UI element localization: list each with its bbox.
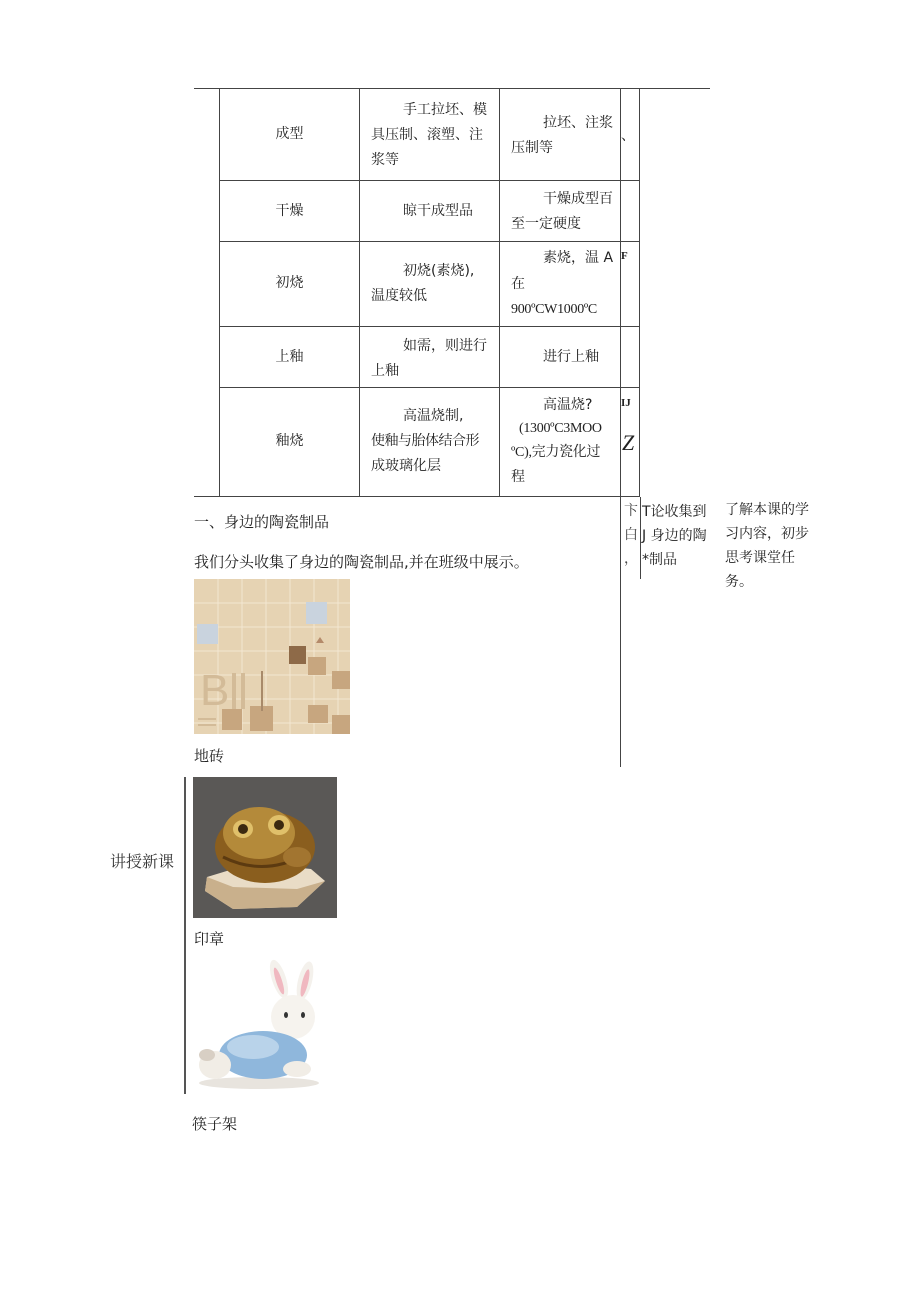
table-row-divider	[219, 387, 639, 388]
text-line: ，	[624, 552, 638, 567]
step-cell: 成型	[275, 126, 304, 142]
stage-label: 讲授新课	[110, 852, 175, 871]
item-caption: 筷子架	[192, 1115, 238, 1133]
manual-cell	[371, 334, 497, 384]
industrial-cell	[511, 345, 621, 370]
text-line: 晾干成型品	[403, 203, 473, 219]
text-line: 干燥成型百	[543, 191, 613, 207]
floor-tile-image	[194, 579, 350, 734]
text-line: T论收集到	[642, 504, 707, 520]
student-activity-text	[642, 500, 718, 572]
text-line: 浆等	[371, 152, 399, 168]
step-cell: 釉烧	[275, 433, 304, 449]
text-line: 高温烧?	[543, 397, 593, 413]
text-line: 务。	[725, 574, 753, 590]
text-line: 素烧，温 A	[543, 250, 614, 266]
text-line: 进行上釉	[543, 349, 599, 365]
table-col-border	[639, 88, 640, 497]
margin-mark: IJ	[621, 397, 631, 409]
fragment-text	[624, 500, 638, 572]
table-col-border	[359, 88, 360, 497]
table-col-border	[640, 497, 641, 579]
step-cell: 初烧	[275, 275, 304, 291]
table-col-border	[499, 88, 500, 497]
manual-cell	[371, 199, 497, 224]
text-line: J 身边的陶	[642, 528, 707, 544]
text-line: 初烧(素烧),	[403, 263, 475, 279]
margin-mark: F	[621, 250, 628, 262]
text-line: 了解本课的学	[725, 502, 809, 518]
item-caption: 地砖	[194, 747, 225, 765]
text-line: 在	[511, 276, 525, 292]
section-heading: 一、身边的陶瓷制品	[194, 513, 330, 531]
text-line: 使釉与胎体结合形	[371, 433, 479, 449]
svg-text:B: B	[200, 666, 230, 715]
stage-divider	[184, 777, 186, 1094]
manual-cell	[371, 98, 497, 173]
manual-cell	[371, 259, 497, 309]
text-line: 至一定硬度	[511, 216, 581, 232]
text-line: 900ºCW1000ºC	[511, 302, 597, 317]
text-line: 高温烧制,	[403, 408, 464, 424]
table-bottom-border	[194, 496, 639, 497]
text-line: (1300ºC3MOO	[519, 421, 602, 436]
text-line: 白	[624, 528, 638, 543]
text-line: *制品	[642, 552, 677, 568]
item-caption: 印章	[194, 930, 225, 948]
design-intent-text	[725, 498, 820, 594]
text-line: 手工拉坯、模	[403, 102, 487, 118]
chopstick-rest-image	[193, 959, 325, 1093]
text-line: 成玻璃化层	[371, 458, 441, 474]
table-top-border	[194, 88, 710, 89]
industrial-cell	[511, 187, 621, 237]
text-line: 卞	[624, 504, 638, 519]
step-cell: 上釉	[275, 349, 304, 365]
industrial-cell	[511, 393, 623, 489]
text-line: 程	[511, 469, 525, 485]
text-line: ºC),完力瓷化过	[511, 445, 601, 460]
industrial-cell	[511, 111, 621, 161]
table-row-divider	[219, 180, 639, 181]
seal-image	[193, 777, 337, 918]
text-line: 拉坯、注浆	[543, 115, 613, 131]
margin-mark: 、	[621, 128, 635, 144]
text-line: 具压制、滚塑、注	[371, 127, 483, 143]
text-line: 温度较低	[371, 288, 427, 304]
text-line: 思考课堂任	[725, 550, 795, 566]
section-intro: 我们分头收集了身边的陶瓷制品,并在班级中展示。	[194, 553, 529, 571]
text-line: 习内容，初步	[725, 526, 809, 542]
text-line: 如需，则进行	[403, 338, 487, 354]
text-line: 压制等	[511, 140, 553, 156]
margin-mark: Z	[622, 430, 635, 455]
table-row-divider	[219, 241, 639, 242]
table-row-divider	[219, 326, 639, 327]
step-cell: 干燥	[275, 203, 304, 219]
text-line: 上釉	[371, 363, 399, 379]
industrial-cell	[511, 245, 621, 323]
manual-cell	[371, 404, 497, 479]
